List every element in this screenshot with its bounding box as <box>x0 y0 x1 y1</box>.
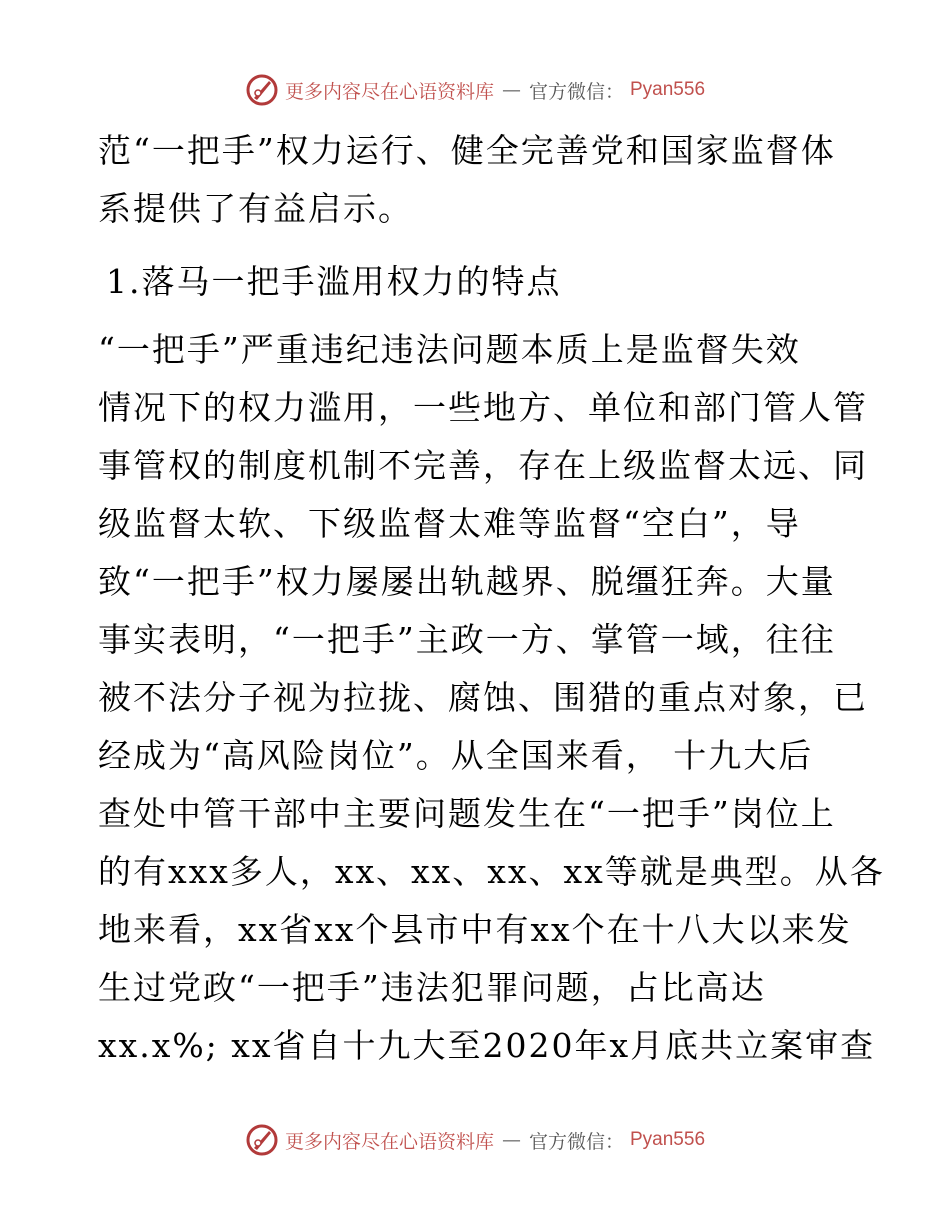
text-line: “一把手”严重违纪违法问题本质上是监督失效 <box>98 330 801 369</box>
watermark-account-id: Pyan556 <box>630 79 706 100</box>
text-line: 经成为“高风险岗位”。从全国来看， 十九大后 <box>98 736 814 775</box>
text-line: 生过党政“一把手”违法犯罪问题，占比高达 <box>98 968 766 1007</box>
watermark-account-label: 官方微信： <box>528 1130 624 1153</box>
text-line: 被不法分子视为拉拢、腐蚀、围猎的重点对象，已 <box>98 678 868 717</box>
text-line: 查处中管干部中主要问题发生在“一把手”岗位上 <box>98 794 836 833</box>
text-line: 事实表明，“一把手”主政一方、掌管一域，往往 <box>98 620 836 659</box>
header-watermark <box>0 70 950 110</box>
text-line: 事管权的制度机制不完善，存在上级监督太远、同 <box>98 446 868 485</box>
text-line: 致“一把手”权力屡屡出轨越界、脱缰狂奔。大量 <box>98 562 836 601</box>
quill-logo-icon <box>245 73 279 107</box>
quill-logo-icon <box>245 1123 279 1157</box>
text-line: 级监督太软、下级监督太难等监督“空白”，导 <box>98 504 801 543</box>
document-body <box>98 122 885 1075</box>
main-paragraph <box>98 321 885 1075</box>
watermark-dash: — <box>501 79 521 101</box>
watermark-dash: — <box>501 1129 521 1151</box>
text-line: 地来看，xx省xx个县市中有xx个在十八大以来发 <box>98 910 852 949</box>
section-heading: 1.落马一把手滥用权力的特点 <box>106 262 562 301</box>
text-line: 情况下的权力滥用，一些地方、单位和部门管人管 <box>98 388 868 427</box>
text-line: xx.x%; xx省自十九大至2020年x月底共立案审查 <box>98 1026 876 1065</box>
footer-watermark <box>0 1120 950 1160</box>
intro-paragraph <box>98 122 858 238</box>
watermark-account-label: 官方微信： <box>528 80 624 103</box>
text-line: 范“一把手”权力运行、健全完善党和国家监督体 <box>98 131 836 170</box>
watermark-text: 更多内容尽在心语资料库 <box>284 80 494 103</box>
text-line: 系提供了有益启示。 <box>98 189 413 228</box>
watermark-account-id: Pyan556 <box>630 1129 706 1150</box>
text-line: 的有xxx多人，xx、xx、xx、xx等就是典型。从各 <box>98 852 885 891</box>
watermark-text: 更多内容尽在心语资料库 <box>284 1130 494 1153</box>
